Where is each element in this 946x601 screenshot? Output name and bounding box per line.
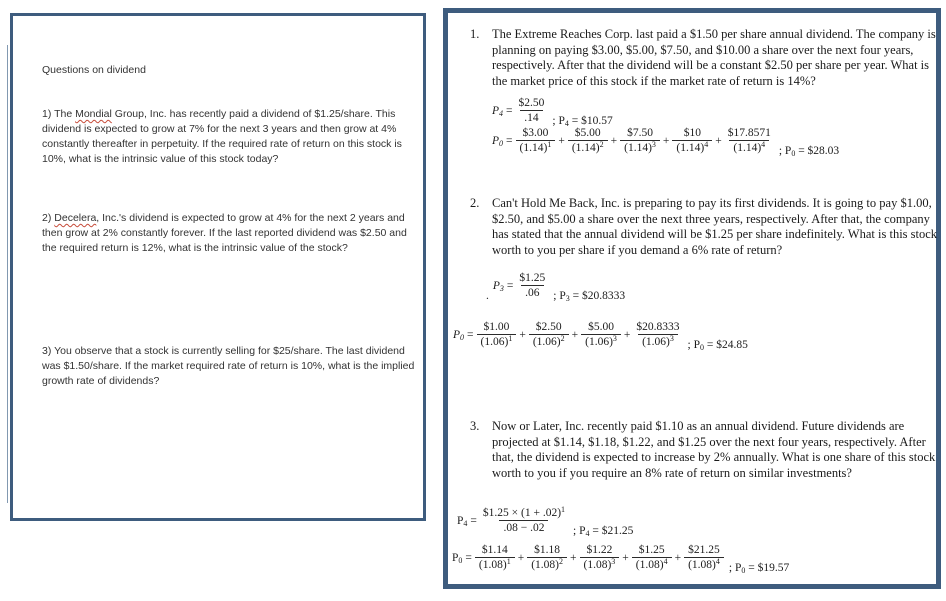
numerator: $5.00 [588, 321, 614, 333]
formula-lhs [492, 105, 503, 117]
den-base: (1.08) [478, 559, 507, 571]
equals-sign: = [470, 514, 477, 527]
numerator: $1.22 [586, 544, 613, 556]
denominator [516, 140, 556, 154]
result-prefix: ; P [778, 145, 792, 157]
den-base: (1.14) [733, 142, 762, 154]
problem-3-formula-p4 [457, 505, 634, 538]
result-prefix: ; P [573, 525, 586, 537]
plus-sign: + [674, 551, 682, 564]
misspelled-word: Mondial [75, 108, 112, 120]
p-symbol: P [492, 279, 500, 292]
formula-result [573, 525, 633, 537]
left-questions-slide [10, 13, 426, 521]
problem-3 [470, 419, 946, 481]
question-2-pre: 2) [42, 212, 55, 224]
problem-2-formula-p3 [486, 272, 626, 303]
formula-result [779, 145, 839, 157]
result-value: = $28.03 [795, 145, 840, 157]
equals-sign: = [465, 551, 472, 564]
den-exponent: 2 [599, 140, 604, 149]
formula-lhs [457, 515, 467, 527]
numerator: $2.50 [535, 321, 562, 333]
den-exponent: 2 [560, 334, 565, 343]
numerator: $20.8333 [636, 321, 680, 333]
den-base: (1.14) [571, 142, 600, 154]
denominator [684, 557, 724, 571]
fraction [477, 321, 517, 348]
result-prefix: ; P [552, 115, 565, 127]
numerator: $1.25 [638, 544, 665, 556]
denominator [632, 557, 672, 571]
equals-sign: = [506, 134, 513, 147]
question-1-pre: 1) The [42, 108, 76, 120]
numerator: $17.8571 [727, 127, 771, 139]
p-subscript: 4 [463, 518, 468, 528]
den-base: (1.08) [531, 559, 559, 571]
formula-lhs [453, 329, 464, 341]
problem-2-formula-p0 [453, 321, 748, 352]
num-base: $1.25 × (1 + .02) [482, 507, 562, 519]
plus-sign: + [610, 134, 618, 147]
fraction [475, 544, 515, 571]
p-subscript: 4 [499, 108, 504, 118]
problem-2-number: 2. [470, 196, 480, 210]
p-symbol: P [492, 134, 500, 147]
p-symbol: P [492, 104, 500, 117]
result-subscript: 0 [741, 566, 746, 575]
numerator: $1.14 [481, 544, 508, 556]
fraction [672, 127, 712, 154]
den-base: (1.14) [624, 142, 652, 154]
question-3-text: 3) You observe that a stock is currently selling for $25/share. The last dividend was $1.50/share. If the market required rate of return is 10%, what is the implied growth rate of dividends? [42, 345, 415, 387]
formula-lhs [452, 552, 462, 564]
plus-sign: + [571, 328, 579, 341]
fraction [581, 321, 621, 348]
numerator: $21.25 [688, 544, 720, 556]
plus-sign: + [622, 551, 629, 564]
den-base: (1.14) [519, 142, 548, 154]
fraction [527, 544, 567, 571]
plus-sign: + [558, 134, 565, 147]
numerator [480, 507, 568, 520]
den-base: (1.06) [480, 336, 509, 348]
denominator: .14 [520, 110, 542, 124]
den-exponent: 4 [663, 557, 668, 566]
problem-2-text: Can't Hold Me Back, Inc. is preparing to pay its first dividends. It is going to pay $1.00, $2.50, and $5.00 a share over the next three years, respectively. After that, the company has stated that the annual dividend will be $1.25 per share indefinitely. What is this stock worth to you per share if you demand a 6% rate of return? [492, 196, 938, 257]
denominator [527, 557, 567, 571]
denominator [638, 334, 678, 348]
fraction [620, 127, 660, 154]
result-prefix: ; P [728, 562, 742, 574]
formula-lhs [493, 280, 504, 292]
denominator: .06 [521, 285, 543, 299]
den-base: (1.08) [688, 559, 716, 571]
den-exponent: 1 [506, 557, 511, 566]
question-2-text [42, 211, 422, 256]
p-symbol: P [457, 514, 464, 527]
den-exponent: 3 [669, 334, 674, 343]
problem-1 [470, 27, 946, 89]
den-exponent: 1 [547, 140, 552, 149]
fraction [568, 127, 608, 154]
problem-3-text: Now or Later, Inc. recently paid $1.10 as an annual dividend. Future dividends are projected at $1.14, $1.18, $1.22, and $1.25 over the next four years, respectively. After that, the dividend is expected to increase by 2% annually. What is one share of this stock worth to you if you require an 8% rate of return on similar investments? [492, 419, 936, 480]
result-value: = $24.85 [704, 339, 748, 351]
den-base: (1.08) [635, 559, 664, 571]
slide-title: Questions on dividend [42, 64, 146, 76]
den-exponent: 4 [761, 140, 766, 149]
numerator: $3.00 [522, 127, 549, 139]
formula-result [553, 290, 625, 302]
den-exponent: 2 [559, 557, 563, 566]
problem-2 [470, 196, 946, 258]
result-subscript: 4 [585, 529, 590, 538]
den-exponent: 4 [704, 140, 709, 149]
denominator [477, 334, 517, 348]
fraction [529, 321, 569, 348]
den-base: (1.06) [532, 336, 561, 348]
problem-3-number: 3. [470, 419, 480, 433]
formula-result [688, 339, 748, 351]
fraction [516, 272, 548, 299]
problem-3-formula-p0 [452, 544, 790, 575]
problem-1-formula-p4 [492, 97, 613, 128]
cropped-box-edge-line [7, 45, 8, 503]
fraction [725, 127, 774, 154]
plus-sign: + [623, 328, 631, 341]
denominator [581, 334, 621, 348]
numerator: $5.00 [574, 127, 601, 139]
stray-period: . [486, 290, 489, 302]
fraction [684, 544, 724, 571]
den-exponent: 3 [612, 334, 617, 343]
p-subscript: 0 [460, 332, 465, 342]
denominator [729, 140, 769, 154]
fraction [516, 127, 556, 154]
question-1-post: Group, Inc. has recently paid a dividend of $1.25/share. This dividend is expected to grow at 7% for the next 3 years and then grow at 4% constantly thereafter in perpetuity. If the required rate of return on this stock is 10%, what is the intrinsic value of this stock today? [42, 108, 402, 165]
den-base: (1.08) [583, 559, 612, 571]
plus-sign: + [570, 551, 577, 564]
formula-result [729, 562, 789, 574]
denominator [568, 140, 608, 154]
fraction [580, 544, 620, 571]
p-subscript: 3 [499, 283, 504, 293]
problem-1-number: 1. [470, 27, 480, 41]
right-solutions-page [443, 8, 941, 589]
result-subscript: 0 [700, 343, 705, 352]
question-1-text [42, 107, 422, 167]
numerator: $10 [683, 127, 701, 139]
equals-sign: = [506, 104, 513, 117]
formula-lhs [492, 135, 503, 147]
den-base: (1.06) [585, 336, 613, 348]
num-exponent: 1 [561, 505, 566, 514]
den-exponent: 3 [611, 557, 616, 566]
result-value: = $21.25 [589, 525, 634, 537]
result-prefix: ; P [687, 339, 701, 351]
plus-sign: + [517, 551, 525, 564]
numerator: $1.00 [483, 321, 510, 333]
den-base: (1.14) [676, 142, 705, 154]
question-2-post: , Inc.'s dividend is expected to grow at 4% for the next 2 years and then grow at 2% constantly forever. If the last reported dividend was $2.50 and the required return is 12%, what is the intrinsic value of the stock? [42, 212, 407, 254]
p-symbol: P [453, 328, 461, 341]
result-prefix: ; P [553, 290, 566, 302]
fraction [480, 507, 568, 534]
fraction [516, 97, 548, 124]
denominator [620, 140, 660, 154]
equals-sign: = [506, 279, 514, 292]
result-subscript: 0 [791, 149, 796, 158]
p-subscript: 0 [499, 138, 504, 148]
fraction [633, 321, 682, 348]
plus-sign: + [519, 328, 526, 341]
result-value: = $10.57 [568, 115, 613, 127]
den-exponent: 1 [508, 334, 513, 343]
p-symbol: P [452, 551, 459, 564]
denominator: .08 − .02 [499, 520, 548, 534]
equals-sign: = [467, 328, 474, 341]
problem-1-text: The Extreme Reaches Corp. last paid a $1.50 per share annual dividend. The company is planning on paying $3.00, $5.00, $7.50, and $10.00 a share over the next four years, respectively. After that the dividend will be a constant $2.50 per share per year. What is the market price of this stock if the market rate of return is 14%? [492, 27, 936, 88]
result-subscript: 3 [565, 294, 570, 303]
den-base: (1.06) [642, 336, 670, 348]
den-exponent: 4 [715, 557, 720, 566]
result-subscript: 4 [564, 119, 569, 128]
denominator [672, 140, 712, 154]
denominator [475, 557, 515, 571]
den-exponent: 3 [651, 140, 656, 149]
result-value: = $20.8333 [569, 290, 626, 302]
numerator: $1.25 [519, 272, 546, 284]
problem-1-formula-p0 [492, 127, 840, 158]
numerator: $7.50 [627, 127, 653, 139]
p-subscript: 0 [458, 555, 463, 565]
result-value: = $19.57 [745, 562, 790, 574]
formula-result [552, 115, 612, 127]
denominator [580, 557, 620, 571]
plus-sign: + [715, 134, 722, 147]
misspelled-word: Decelera [54, 212, 97, 224]
numerator: $2.50 [518, 97, 545, 109]
fraction [632, 544, 672, 571]
denominator [529, 334, 569, 348]
numerator: $1.18 [534, 544, 561, 556]
plus-sign: + [662, 134, 670, 147]
